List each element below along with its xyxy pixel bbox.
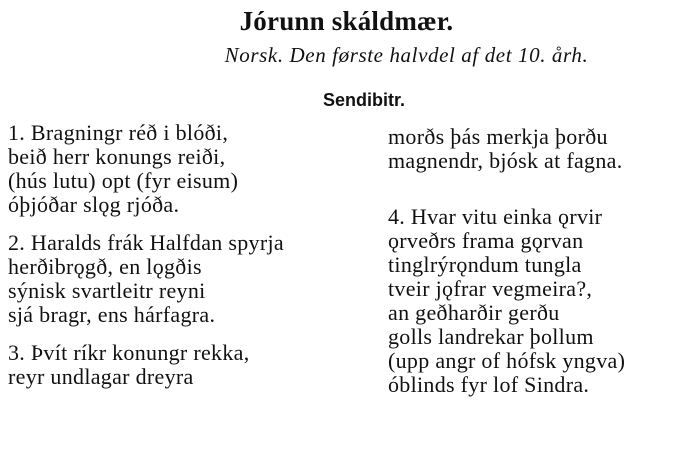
left-column: [8, 121, 378, 389]
stanza-1: [8, 121, 378, 217]
verse-line: óblinds fyr lof Sindra.: [388, 372, 590, 397]
page-title: Jórunn skáldmær.: [239, 6, 454, 36]
verse-line: 3. Þvít ríkr konungr rekka,: [8, 340, 250, 365]
verse-line: ǫrveðrs frama gǫrvan: [388, 228, 584, 253]
verse-line: (upp angr of hófsk yngva): [388, 348, 626, 373]
verse-line: an geðharðir gerðu: [388, 300, 560, 325]
verse-line: sýnisk svartleitr reyni: [8, 278, 206, 303]
verse-line: reyr undlagar dreyra: [8, 364, 194, 389]
stanza-gap: [388, 173, 688, 205]
stanza-4: [388, 205, 688, 397]
verse-line: 2. Haralds frák Halfdan spyrja: [8, 230, 284, 255]
verse-line: (hús lutu) opt (fyr eisum): [8, 168, 239, 193]
page-subtitle: Norsk. Den første halvdel af det 10. årh.: [224, 43, 589, 67]
verse-line: golls landrekar þollum: [388, 324, 594, 349]
stanza-3: [8, 341, 378, 389]
verse-line: magnendr, bjósk at fagna.: [388, 148, 623, 173]
stanza-gap: [8, 327, 378, 341]
verse-line: tveir jǫfrar vegmeira?,: [388, 276, 593, 301]
verse-line: beið herr konungs reiði,: [8, 144, 226, 169]
right-column: [388, 125, 688, 397]
verse-line: óþjóðar slǫg rjóða.: [8, 192, 180, 217]
stanza-gap: [8, 217, 378, 231]
stanza-3-continued: [388, 125, 688, 173]
verse-line: herðibrǫgð, en lǫgðis: [8, 254, 202, 279]
verse-line: 4. Hvar vitu einka ǫrvir: [388, 204, 603, 229]
verse-line: sjá bragr, ens hárfagra.: [8, 302, 216, 327]
verse-line: tinglrýrǫndum tungla: [388, 252, 582, 277]
poem-heading: Sendibitr.: [322, 90, 405, 110]
stanza-2: [8, 231, 378, 327]
verse-line: morðs þás merkja þorðu: [388, 124, 608, 149]
verse-line: 1. Bragningr réð i blóði,: [8, 120, 229, 145]
